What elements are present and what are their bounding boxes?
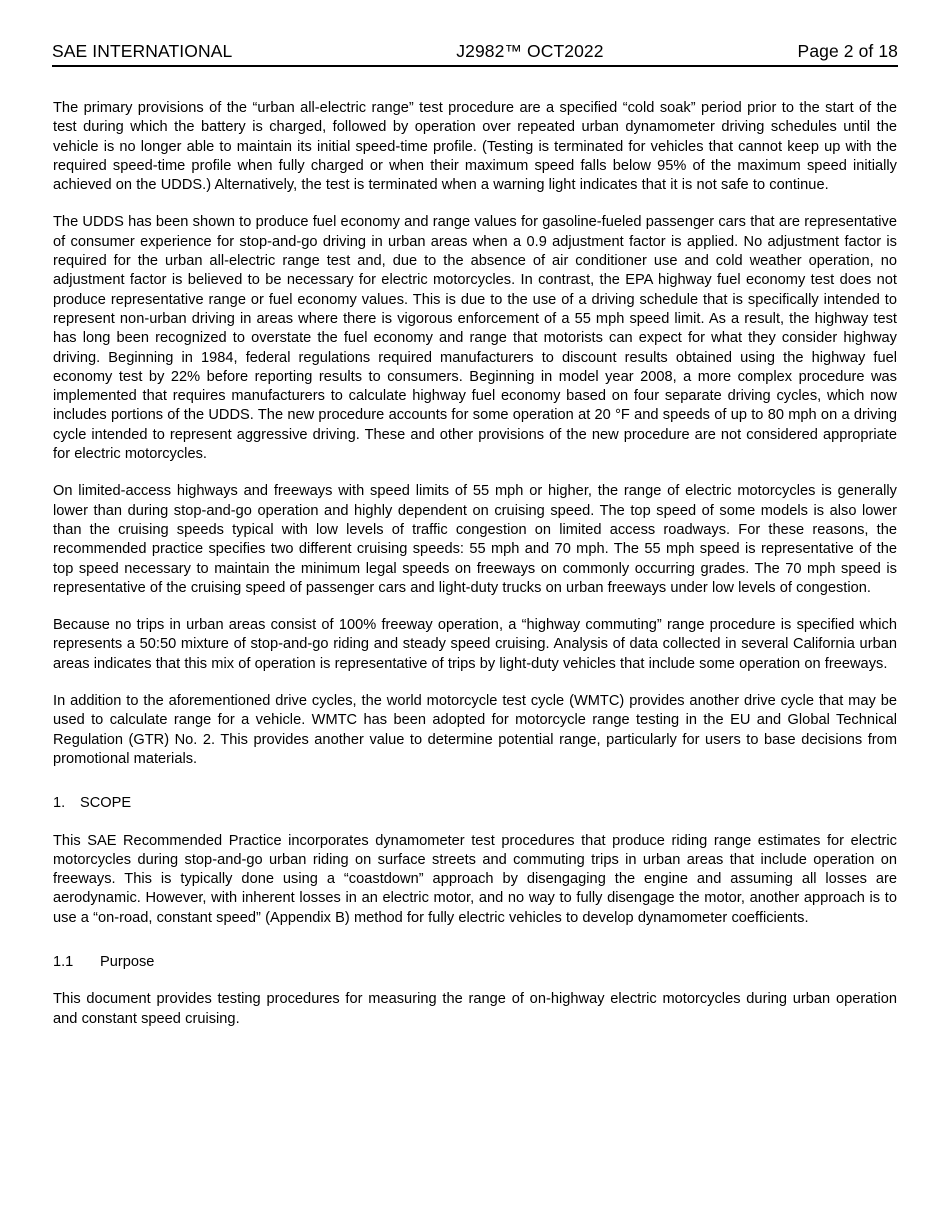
header-page-indicator: Page 2 of 18 xyxy=(797,41,898,61)
section-heading-purpose xyxy=(53,953,897,972)
header-divider-rule xyxy=(52,65,898,67)
document-body xyxy=(53,99,897,1029)
section-number-purpose: 1.1 xyxy=(53,953,74,970)
paragraph-udds-fuel-economy: The UDDS has been shown to produce fuel economy and range values for gasoline-fueled passenger cars that are representative of consumer experience for stop-and-go driving in urban areas when a 0.9 adjustment factor is applied. No adjustment factor is required for the urban all-electric range test and, due to the absence of air conditioner use and cold weather operation, no adjustment factor is believed to be necessary for electric motorcycles. In contrast, the EPA highway fuel economy test does not produce representative range or fuel economy values. This is due to the use of a driving schedule that is specifically intended to represent non-urban driving in areas where there is vigorous enforcement of a 55 mph speed limit. As a result, the highway test has long been recognized to overstate the fuel economy and range that motorists can expect for what they consider highway driving. Beginning in 1984, federal regulations required manufacturers to discount results obtained using the highway fuel economy test by 22% before reporting results to consumers. Beginning in model year 2008, a more complex procedure was implemented that requires manufacturers to calculate highway fuel economy based on four separate driving cycles, which now includes portions of the UDDS. The new procedure accounts for some operation at 20 °F and speeds of up to 80 mph on a driving cycle intended to represent aggressive driving. These and other provisions of the new procedure are not considered appropriate for electric motorcycles. xyxy=(53,214,897,463)
header-organization: SAE INTERNATIONAL xyxy=(52,41,233,61)
section-title-scope: SCOPE xyxy=(80,795,132,812)
paragraph-highway-commuting-mixture: Because no trips in urban areas consist of 100% freeway operation, a “highway commuting” range procedure is specified which represents a 50:50 mixture of stop-and-go riding and steady speed cruising. Analysis of data collected in several California urban areas indicates that this mix of operation is representative of trips by light-duty vehicles that include some operation on freeways. xyxy=(53,617,897,672)
subsection-spacer xyxy=(53,946,897,949)
section-number-scope: 1. xyxy=(53,795,66,812)
section-spacer xyxy=(53,787,897,790)
section-heading-scope xyxy=(53,794,897,813)
paragraph-scope-body: This SAE Recommended Practice incorporates dynamometer test procedures that produce riding range estimates for electric motorcycles during stop-and-go urban riding on surface streets and commuting trips in urban areas that include operation on freeways. This is typically done using a “coastdown” approach by disengaging the engine and assuming all losses are aerodynamic. However, with inherent losses in an electric motor, and no way to fully disengage the motor, another approach is to use a “on-road, constant speed” (Appendix B) method for fully electric vehicles to develop dynamometer coefficients. xyxy=(53,832,897,926)
paragraph-purpose-body: This document provides testing procedures for measuring the range of on-highway electric motorcycles during urban operation and constant speed cruising. xyxy=(53,991,897,1027)
page-running-header xyxy=(52,40,898,66)
paragraph-test-procedure-provisions: The primary provisions of the “urban all-electric range” test procedure are a specified “cold soak” period prior to the start of the test during which the battery is charged, followed by operation over repeated urban dynamometer driving schedules until the vehicle is no longer able to maintain its initial speed-time profile. (Testing is terminated for vehicles that cannot keep up with the required speed-time profile when fully charged or when their maximum speed falls below 95% of the maximum speed initially achieved on the UDDS.) Alternatively, the test is terminated when a warning light indicates that it is not safe to continue. xyxy=(53,100,897,194)
section-title-purpose: Purpose xyxy=(100,953,155,970)
header-standard-number: J2982™ OCT2022 xyxy=(456,41,604,61)
paragraph-limited-access-highways: On limited-access highways and freeways with speed limits of 55 mph or higher, the range of electric motorcycles is generally lower than during stop-and-go operation and highly dependent on cruising speed. The top speed of some models is also lower than the cruising speeds typical with low levels of traffic congestion on limited access roadways. For these reasons, the recommended practice specifies two different cruising speeds: 55 mph and 70 mph. The 55 mph speed is representative of the top speed necessary to maintain the minimum legal speeds on freeways on commonly occurring grades. The 70 mph speed is representative of the cruising speed of passenger cars and light-duty trucks on urban freeways under low levels of congestion. xyxy=(53,483,897,596)
paragraph-wmtc-drive-cycle: In addition to the aforementioned drive cycles, the world motorcycle test cycle (WMTC) provides another drive cycle that may be used to calculate range for a vehicle. WMTC has been adopted for motorcycle range testing in the EU and Global Technical Regulation (GTR) No. 2. This provides another value to determine potential range, particularly for users to base decisions from promotional materials. xyxy=(53,693,897,767)
